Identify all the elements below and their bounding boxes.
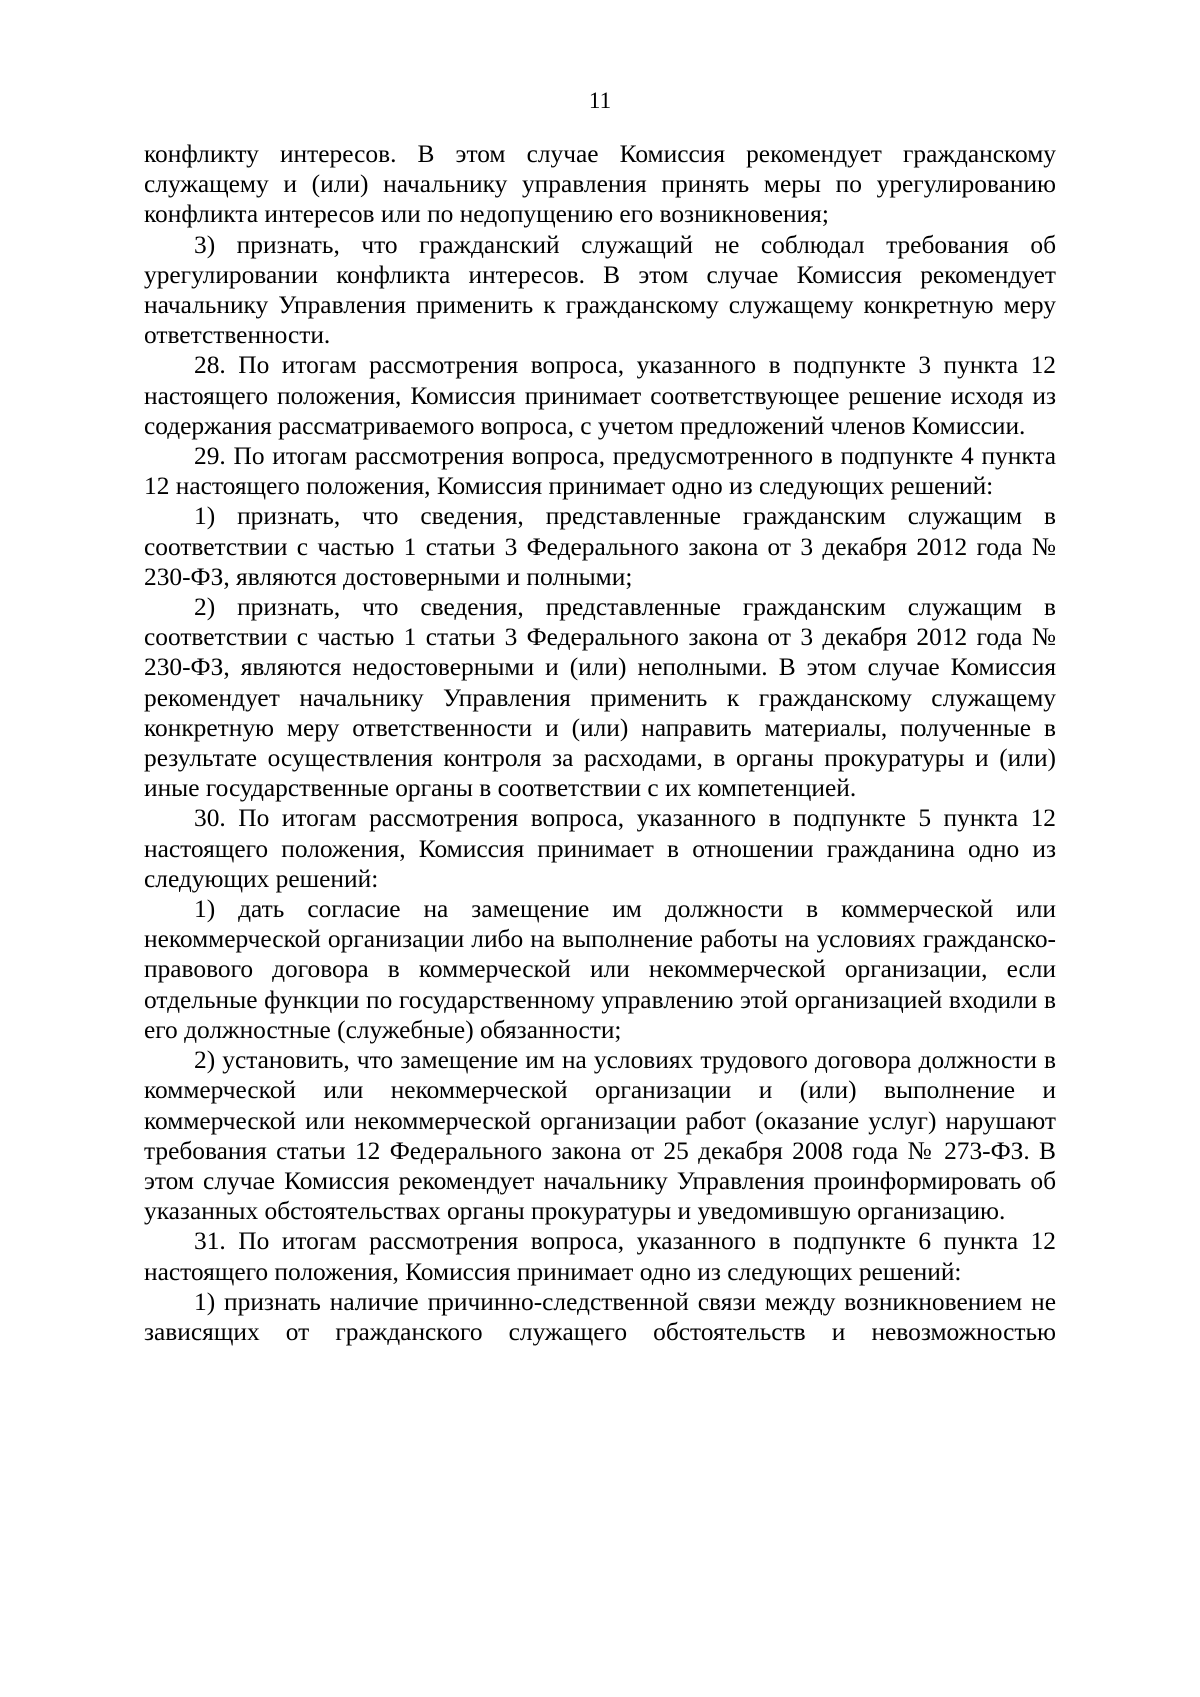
paragraph-item-3: 3) признать, что гражданский служащий не соблюдал требования об урегулировании конфликта интересов. В этом случае Комиссия рекомендует начальнику Управления применить к гражданскому служащему конкретную меру ответственности. [144, 230, 1056, 350]
paragraph-29: 29. По итогам рассмотрения вопроса, предусмотренного в подпункте 4 пункта 12 настоящего положения, Комиссия принимает одно из следующих решений: [144, 442, 1056, 501]
paragraph-30-item-2: 2) установить, что замещение им на условиях трудового договора должности в коммерческой или некоммерческой организации и (или) выполнение и коммерческой или некоммерческой организации работ (оказание услуг) нарушают требования статьи 12 Федерального закона от 25 декабря 2008 года № 273-ФЗ. В этом случае Комиссия рекомендует начальнику Управления проинформировать об указанных обстоятельствах органы прокуратуры и уведомившую организацию. [144, 1046, 1056, 1226]
paragraph-29-item-2: 2) признать, что сведения, представленные гражданским служащим в соответствии с частью 1 статьи 3 Федерального закона от 3 декабря 2012 года № 230-ФЗ, являются недостоверными и (или) неполными. В этом случае Комиссия рекомендует начальнику Управления применить к гражданскому служащему конкретную меру ответственности и (или) направить материалы, полученные в результате осуществления контроля за расходами, в органы прокуратуры и (или) иные государственные органы в соответствии с их компетенцией. [144, 593, 1056, 803]
document-body [144, 139, 1056, 1347]
paragraph-31-item-1: 1) признать наличие причинно-следственной связи между возникновением не зависящих от гражданского служащего обстоятельств и невозможностью [144, 1287, 1056, 1346]
page-number: 11 [588, 88, 612, 113]
paragraph-30-item-1: 1) дать согласие на замещение им должности в коммерческой или некоммерческой организации либо на выполнение работы на условиях гражданско-правового договора в коммерческой или некоммерческой организации, если отдельные функции по государственному управлению этой организацией входили в его должностные (служебные) обязанности; [144, 895, 1056, 1044]
paragraph-30: 30. По итогам рассмотрения вопроса, указанного в подпункте 5 пункта 12 настоящего положения, Комиссия принимает в отношении гражданина одно из следующих решений: [144, 804, 1056, 893]
paragraph-28: 28. По итогам рассмотрения вопроса, указанного в подпункте 3 пункта 12 настоящего положения, Комиссия принимает соответствующее решение исходя из содержания рассматриваемого вопроса, с учетом предложений членов Комиссии. [144, 351, 1056, 440]
paragraph-31: 31. По итогам рассмотрения вопроса, указанного в подпункте 6 пункта 12 настоящего положения, Комиссия принимает одно из следующих решений: [144, 1227, 1056, 1286]
paragraph-29-item-1: 1) признать, что сведения, представленные гражданским служащим в соответствии с частью 1 статьи 3 Федерального закона от 3 декабря 2012 года № 230-ФЗ, являются достоверными и полными; [144, 502, 1056, 591]
paragraph-continuation: конфликту интересов. В этом случае Комиссия рекомендует гражданскому служащему и (или) начальнику управления принять меры по урегулированию конфликта интересов или по недопущению его возникновения; [144, 140, 1056, 229]
